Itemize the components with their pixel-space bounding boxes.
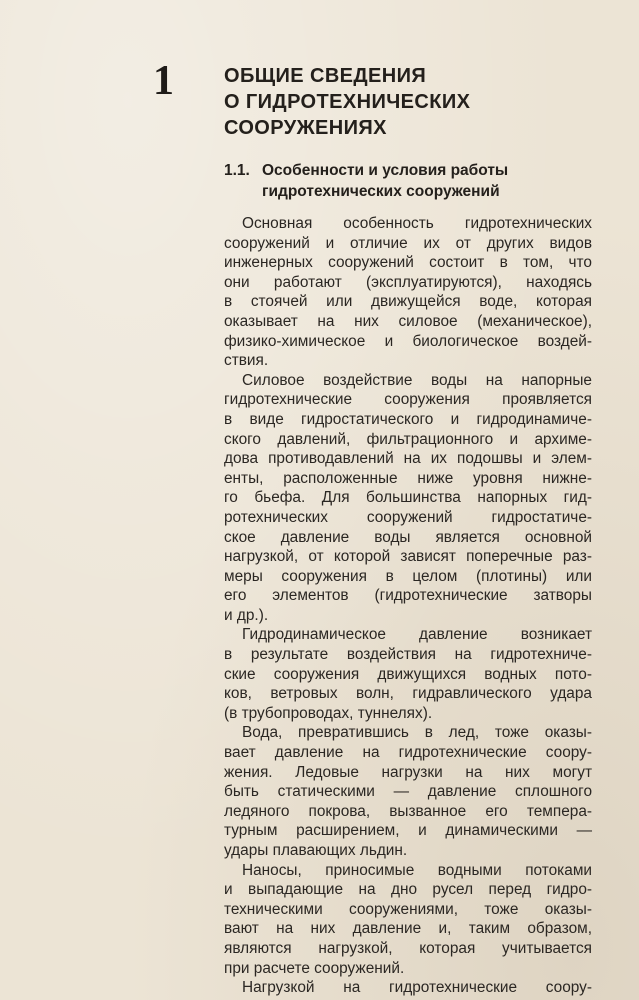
text-line: удары плавающих льдин. [224, 842, 408, 859]
text-line: ледяного покрова, вызванное его темпера- [224, 802, 592, 820]
text-line: ствия. [224, 352, 269, 370]
paragraph [224, 978, 592, 998]
text-line: ские сооружения движущихся водных пото- [224, 665, 592, 683]
section-heading-line-1 [224, 160, 508, 181]
text-line: вает давление на гидротехнические соору- [224, 744, 592, 762]
paragraph [224, 723, 592, 860]
paragraph [224, 861, 592, 979]
section-heading [224, 160, 508, 202]
text-line: вают на них давление и, таким образом, [224, 920, 592, 938]
text-line: го бьефа. Для большинства напорных гид- [224, 489, 592, 507]
text-line: турным расширением, и динамическими — [224, 822, 592, 840]
text-line: быть статическими — давление сплошного [224, 783, 592, 801]
text-line: являются нагрузкой, которая учитывается [224, 939, 592, 957]
text-line: Гидродинамическое давление возникает [242, 626, 592, 644]
text-line: в результате воздействия на гидротехниче- [224, 646, 592, 664]
chapter-number: 1 [153, 58, 174, 104]
text-line: они работают (эксплуатируются), находясь [224, 273, 592, 291]
paragraph [224, 371, 592, 626]
body-text [224, 214, 592, 998]
text-line: техническими сооружениями, тоже оказы- [224, 900, 592, 918]
text-line: енты, расположенные ниже уровня нижне- [224, 469, 592, 487]
chapter-title [224, 63, 470, 141]
text-line: ков, ветровых волн, гидравлического удара [224, 685, 592, 703]
text-line: жения. Ледовые нагрузки на них могут [224, 763, 592, 781]
text-line: при расчете сооружений. [224, 959, 405, 977]
text-line: ского давлений, фильтрационного и архиме- [224, 430, 592, 448]
text-line: и др.). [224, 606, 269, 624]
text-line: физико-химическое и биологическое воздей- [224, 332, 592, 350]
text-line: Основная особенность гидротехнических [242, 215, 592, 232]
chapter-title-line: СООРУЖЕНИЯХ [224, 117, 387, 139]
text-line: Вода, превратившись в лед, тоже оказы- [242, 724, 592, 742]
text-line: Нагрузкой на гидротехнические соору- [242, 979, 592, 997]
text-line: ротехнических сооружений гидростатиче- [224, 508, 592, 526]
text-line: нагрузкой, от которой зависят поперечные раз- [224, 548, 592, 566]
chapter-title-line: О ГИДРОТЕХНИЧЕСКИХ [224, 91, 471, 113]
text-line: дова противодавлений на их подошвы и элем- [224, 450, 592, 468]
section-number: 1.1. [224, 162, 250, 179]
text-line: его элементов (гидротехнические затворы [224, 587, 592, 605]
section-title-line-1: Особенности и условия работы [262, 162, 509, 179]
text-line: ское давление воды является основной [224, 528, 592, 546]
paragraph [224, 214, 592, 371]
text-line: Наносы, приносимые водными потоками [242, 861, 592, 879]
text-line: и выпадающие на дно русел перед гидро- [224, 881, 592, 899]
text-line: в стоячей или движущейся воде, которая [224, 293, 592, 311]
text-line: меры сооружения в целом (плотины) или [224, 567, 592, 585]
chapter-title-line: ОБЩИЕ СВЕДЕНИЯ [224, 65, 427, 87]
text-line: Силовое воздействие воды на напорные [242, 371, 592, 389]
text-line: инженерных сооружений состоит в том, что [224, 254, 592, 272]
text-line: гидротехнические сооружения проявляется [224, 391, 592, 409]
text-line: в виде гидростатического и гидродинамиче- [224, 410, 592, 428]
paragraph [224, 625, 592, 723]
section-title-line-2: гидротехнических сооружений [262, 183, 500, 200]
text-line: сооружений и отличие их от других видов [224, 234, 592, 252]
text-line: оказывает на них силовое (механическое), [224, 312, 592, 330]
text-line: (в трубопроводах, туннелях). [224, 704, 433, 722]
